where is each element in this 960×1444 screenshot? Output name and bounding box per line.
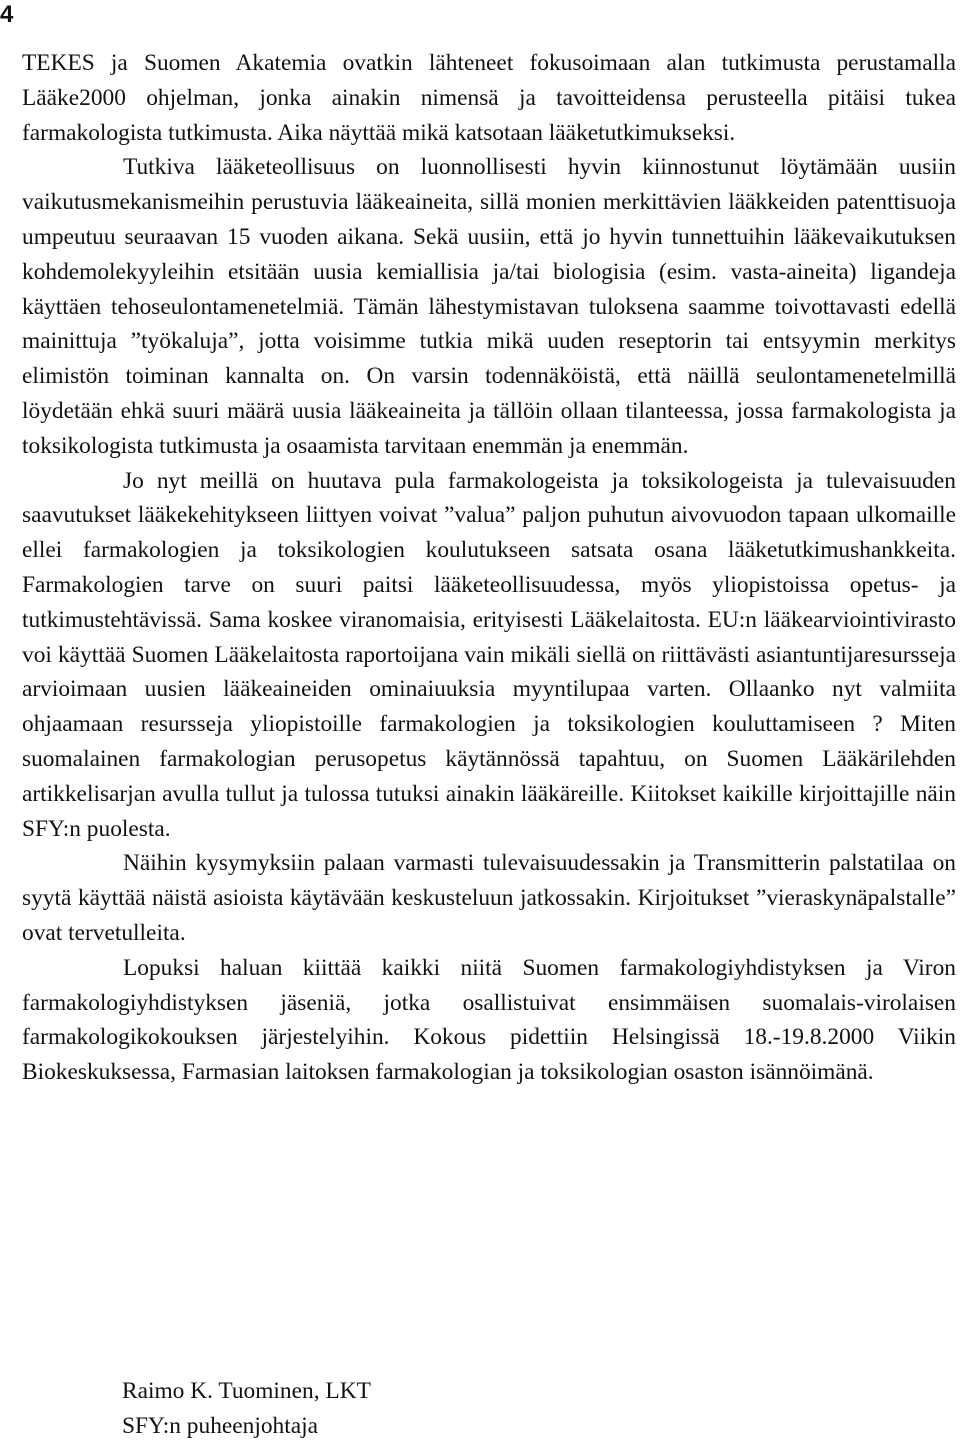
article-body (22, 46, 956, 1090)
paragraph-thanks: Lopuksi haluan kiittää kaikki niitä Suomen farmakologiyhdistyksen ja Viron farmakologiyhdistyksen jäseniä, jotka osallistuivat ensimmäisen suomalais-virolaisen farmakologikokouksen järjestelyihin. Kokous pidettiin Helsingissä 18.-19.8.2000 Viikin Biokeskuksessa, Farmasian laitoksen farmakologian ja toksikologian osaston isännöimänä. (22, 954, 956, 1086)
paragraph-shortage: Jo nyt meillä on huutava pula farmakologeista ja toksikologeista ja tulevaisuuden saavutukset lääkekehitykseen liittyen voivat ”valua” paljon puhutun aivovuodon tapaan ulkomaille ellei farmakologien ja toksikologien koulutukseen satsata osana lääketutkimushankkeita. Farmakologien tarve on suuri paitsi lääketeollisuudessa, myös yliopistoissa opetus- ja tutkimustehtävissä. Sama koskee viranomaisia, erityisesti Lääkelaitosta. EU:n lääkearviointivirasto voi käyttää Suomen Lääkelaitosta raportoijana vain mikäli siellä on riittävästi asiantuntijaresursseja arvioimaan uusien lääkeaineiden ominaiuuksia myyntilupaa varten. Ollaanko nyt valmiita ohjaamaan resursseja yliopistoille farmakologien ja toksikologien kouluttamiseen ? Miten suomalainen farmakologian perusopetus käytännössä tapahtuu, on Suomen Lääkärilehden artikkelisarjan avulla tullut ja tulossa tutuksi ainakin lääkäreille. Kiitokset kaikille kirjoittajille näin SFY:n puolesta. (22, 467, 956, 842)
paragraph-intro: TEKES ja Suomen Akatemia ovatkin lähteneet fokusoimaan alan tutkimusta perustamalla Lääke2000 ohjelman, jonka ainakin nimensä ja tavoitteidensa perusteella pitäisi tukea farmakologista tutkimusta. Aika näyttää mikä katsotaan lääketutkimukseksi. (22, 50, 956, 146)
paragraph-questions: Näihin kysymyksiin palaan varmasti tulevaisuudessakin ja Transmitterin palstatilaa on syytä käyttää näistä asioista käytävään keskusteluun jatkossakin. Kirjoitukset ”vieraskynäpalstalle” ovat tervetulleita. (22, 850, 956, 946)
signature-block (122, 1374, 371, 1444)
signature-name: Raimo K. Tuominen, LKT (122, 1378, 371, 1404)
signature-role: SFY:n puheenjohtaja (122, 1412, 318, 1439)
page-number: 4 (0, 1, 14, 28)
paragraph-drug-industry: Tutkiva lääketeollisuus on luonnollisesti hyvin kiinnostunut löytämään uusiin vaikutusmekanismeihin perustuvia lääkeaineita, sillä monien merkittävien lääkkeiden patenttisuoja umpeutuu seuraavan 15 vuoden aikana. Sekä uusiin, että jo hyvin tunnettuihin lääkevaikutuksen kohdemolekyyleihin etsitään uusia kemiallisia ja/tai biologisia (esim. vasta-aineita) ligandeja käyttäen tehoseulontamenetelmiä. Tämän lähestymistavan tuloksena saamme toivottavasti edellä mainittuja ”työkaluja”, jotta voisimme tutkia mikä uuden reseptorin tai entsyymin merkitys elimistön toiminan kannalta on. On varsin todennäköistä, että näillä seulontamenetelmillä löydetään ehkä suuri määrä uusia lääkeaineita ja tällöin ollaan tilanteessa, jossa farmakologista ja toksikologista tutkimusta ja osaamista tarvitaan enemmän ja enemmän. (22, 154, 956, 459)
